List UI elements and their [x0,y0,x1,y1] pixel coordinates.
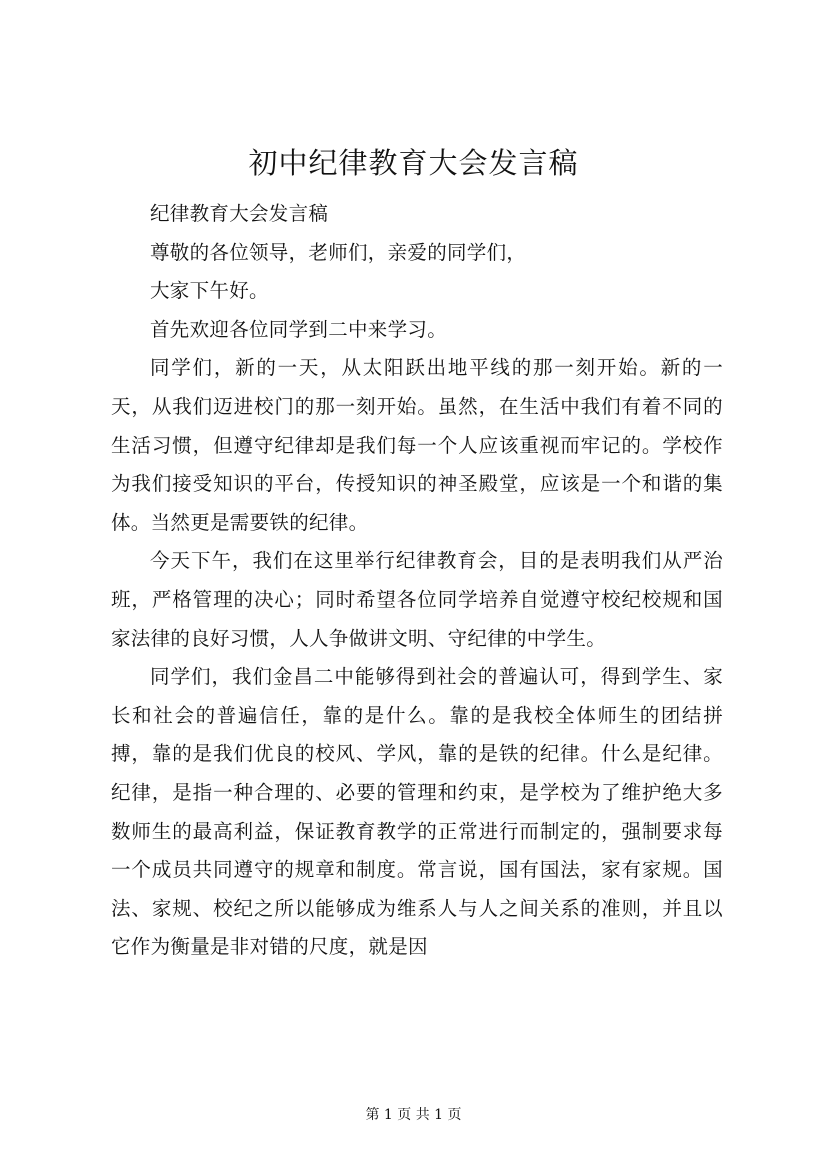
document-title: 初中纪律教育大会发言稿 [248,146,579,180]
paragraph-welcome: 首先欢迎各位同学到二中来学习。 [150,317,448,341]
paragraph-greeting: 大家下午好。 [150,279,269,303]
paragraph-subtitle: 纪律教育大会发言稿 [150,202,329,225]
paragraph-salutation: 尊敬的各位领导，老师们，亲爱的同学们， [150,240,527,264]
paragraph-body-2: 今天下午，我们在这里举行纪律教育会，目的是表明我们从严治班，严格管理的决心；同时希望各位同学培养自觉遵守校纪校规和国家法律的良好习惯，人人争做讲文明、守纪律的中学生。 [111,549,723,650]
page-footer: 第 1 页 共 1 页 [365,1107,462,1123]
paragraph-body-1: 同学们，新的一天，从太阳跃出地平线的那一刻开始。新的一天，从我们迈进校门的那一刻开始。虽然，在生活中我们有着不同的生活习惯，但遵守纪律却是我们每一个人应该重视而牢记的。学校作为我们接受知识的平台，传授知识的神圣殿堂，应该是一个和谐的集体。当然更是需要铁的纪律。 [111,356,723,534]
document-body [111,195,723,967]
paragraph-body-3: 同学们，我们金昌二中能够得到社会的普遍认可，得到学生、家长和社会的普遍信任，靠的是什么。靠的是我校全体师生的团结拼搏，靠的是我们优良的校风、学风，靠的是铁的纪律。什么是纪律。纪律，是指一种合理的、必要的管理和约束，是学校为了维护绝大多数师生的最高利益，保证教育教学的正常进行而制定的，强制要求每一个成员共同遵守的规章和制度。常言说，国有国法，家有家规。国法、家规、校纪之所以能够成为维系人与人之间关系的准则，并且以它作为衡量是非对错的尺度，就是因 [111,665,723,959]
